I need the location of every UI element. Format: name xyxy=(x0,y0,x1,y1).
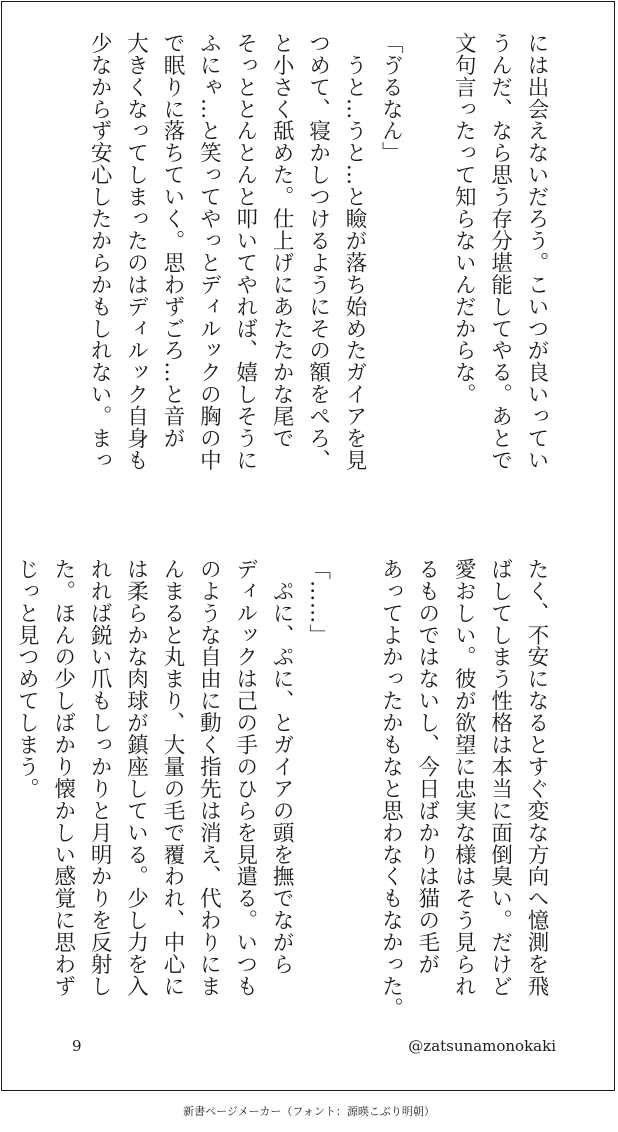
author-handle: @zatsunamonokaki xyxy=(408,1037,556,1055)
page-number: 9 xyxy=(72,1037,82,1055)
page-frame xyxy=(1,1,615,1091)
text-block-lower: たく、不安になるとすぐ変な方向へ憶測を飛 ばしてしまう性格は本当に面倒臭い。だけど 愛おしい。彼が欲望に忠実な様はそう見られ るものではないし、今日ばかりは猫の毛が あってよかったかもなと思わなくもなかった。 「……」 ぷに、ぷに、とガイアの頭を撫でながら ディルックは己の手のひらを見遣る。いつも のような自由に動く指先は消え、代わりにま んまると丸まり、大量の毛で覆われ、中心に は柔らかな肉球が鎮座している。少し力を入 れれば鋭い爪もしっかりと月明かりを反射し た。ほんの少しばかり懐かしい感覚に思わず じっと見つめてしまう。 xyxy=(14,558,549,1019)
footer-caption: 新書ページメーカー（フォント：源暎こぶり明朝） xyxy=(183,1105,435,1118)
text-block-upper: には出会えないだろう。こいつが良いってい うんだ、なら思う存分堪能してやる。あとで 文句言ったって知らないんだからな。 「ゔるなん」 うと…うと…と瞼が落ち始めたガイアを見 つめて、寝かしつけるようにその額をぺろ、 と小さく舐めた。仕上げにあたたかな尾で そっととんとんと叩いてやれば、嬉しそうに ふにゃ…と笑ってやっとディルックの胸の中 で眠りに落ちていく。思わずごろ…と音が 大きくなってしまったのはディルック自身も 少なからず安心したからかもしれない。まっ xyxy=(87,32,549,471)
